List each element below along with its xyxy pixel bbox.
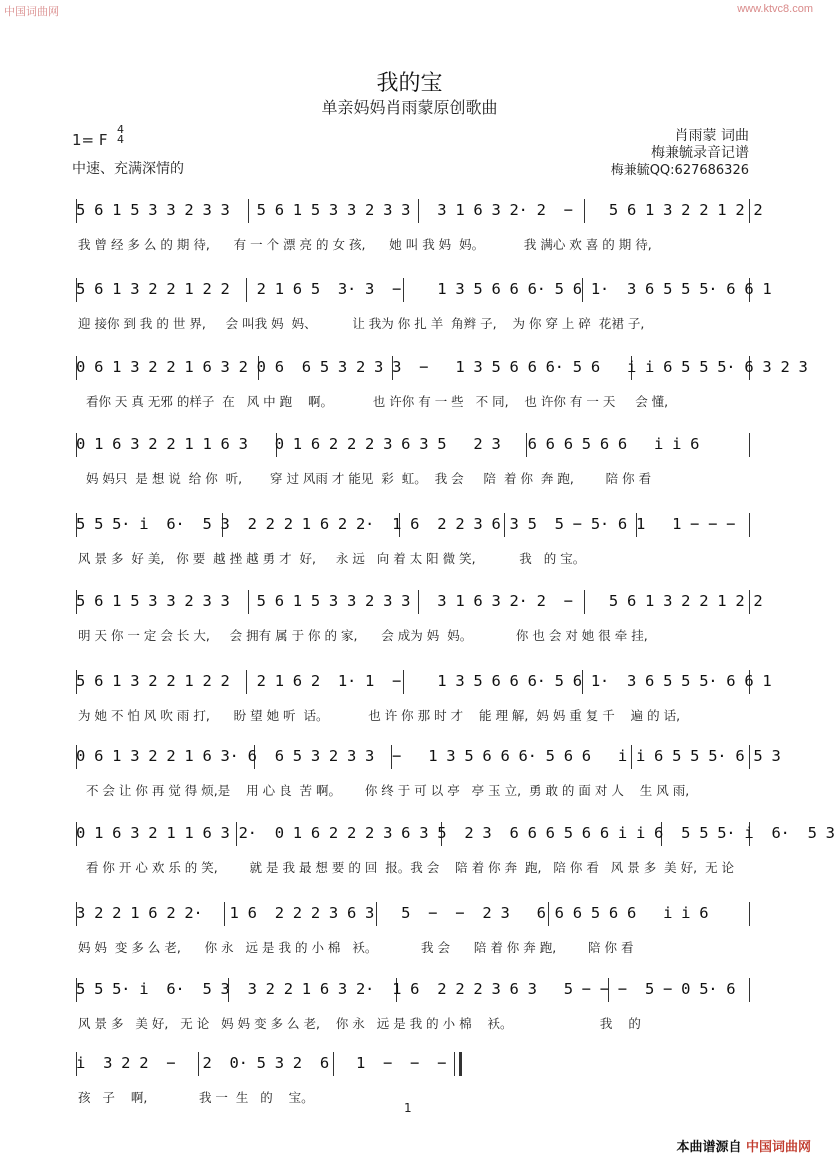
lyrics-row: 看你 天 真 无邪 的样子 在 风 中 跑 啊。 也 许你 有 一 些 不 同, 也 许你 有 一 天 会 懂, bbox=[78, 394, 669, 409]
lyrics-row: 孩 子 啊, 我 一 生 的 宝。 bbox=[78, 1090, 314, 1105]
lyrics-row: 风 景 多 美 好, 无 论 妈 妈 变 多 么 老, 你 永 远 是 我 的 小 棉 袄。 我 的 bbox=[78, 1016, 641, 1031]
key-signature bbox=[72, 123, 124, 149]
lyrics-row: 妈 妈 变 多 么 老, 你 永 远 是 我 的 小 棉 袄。 我 会 陪 着 你 奔 跑, 陪 你 看 bbox=[78, 940, 634, 955]
page-number: 1 bbox=[404, 1101, 412, 1115]
credit-score: 梅兼毓录音记谱 bbox=[651, 145, 749, 161]
time-top: 4 bbox=[117, 123, 124, 136]
credit-qq: 梅兼毓QQ:627686326 bbox=[610, 163, 749, 178]
footer-label: 本曲谱源自 bbox=[676, 1140, 742, 1155]
notation-row: 0 6 1 3 2 2 1 6 3 2 0 6 6 5 3 2 3 3 − 1 3 5 6 6 6· 5 6 i i 6 5 5 5· 6 3 2 3 bbox=[76, 358, 808, 376]
lyrics-row: 不 会 让 你 再 觉 得 烦,是 用 心 良 苦 啊。 你 终 于 可 以 亭 亭 玉 立, 勇 敢 的 面 对 人 生 风 雨, bbox=[78, 783, 690, 798]
final-barline bbox=[454, 1052, 462, 1076]
notation-row: 5 6 1 3 2 2 1 2 2 2 1 6 2 1· 1 − 1 3 5 6 6 6· 5 6 1· 3 6 5 5 5· 6 6 1 bbox=[76, 672, 772, 690]
watermark-right: www.ktvc8.com bbox=[737, 3, 813, 15]
key-label: 1= F bbox=[72, 131, 108, 149]
notation-row: 0 1 6 3 2 1 1 6 3 2· 0 1 6 2 2 2 3 6 3 5 2 3 6 6 6 5 6 6 i i 6 5 5 5· i 6· 5 3 bbox=[76, 824, 835, 842]
tempo-marking: 中速、充满深情的 bbox=[72, 161, 184, 177]
notation-row: 5 6 1 5 3 3 2 3 3 5 6 1 5 3 3 2 3 3 3 1 6 3 2· 2 − 5 6 1 3 2 2 1 2 2 bbox=[76, 592, 763, 610]
lyrics-row: 为 她 不 怕 风 吹 雨 打, 盼 望 她 听 话。 也 许 你 那 时 才 能 理 解, 妈 妈 重 复 千 遍 的 话, bbox=[78, 708, 681, 723]
time-bottom: 4 bbox=[117, 133, 124, 146]
notation-row: 3 2 2 1 6 2 2· 1 6 2 2 2 3 6 3 5 − − 2 3 6 6 6 5 6 6 i i 6 bbox=[76, 904, 709, 922]
lyrics-row: 风 景 多 好 美, 你 要 越 挫 越 勇 才 好, 永 远 向 着 太 阳 微 笑, 我 的 宝。 bbox=[78, 551, 586, 566]
notation-row: 5 6 1 5 3 3 2 3 3 5 6 1 5 3 3 2 3 3 3 1 6 3 2· 2 − 5 6 1 3 2 2 1 2 2 bbox=[76, 201, 763, 219]
notation-row: 5 5 5· i 6· 5 3 2 2 2 1 6 2 2· 1 6 2 2 3 6 3 5 5 − 5· 6 1 1 − − − bbox=[76, 515, 736, 533]
notation-row: 5 6 1 3 2 2 1 2 2 2 1 6 5 3· 3 − 1 3 5 6 6 6· 5 6 1· 3 6 5 5 5· 6 6 1 bbox=[76, 280, 772, 298]
lyrics-row: 迎 接你 到 我 的 世 界, 会 叫我 妈 妈、 让 我为 你 扎 羊 角辫 子, 为 你 穿 上 碎 花裙 子, bbox=[78, 316, 645, 331]
notation-row: 0 1 6 3 2 2 1 1 6 3 0 1 6 2 2 2 3 6 3 5 2 3 6 6 6 5 6 6 i i 6 bbox=[76, 435, 700, 453]
song-subtitle: 单亲妈妈肖雨蒙原创歌曲 bbox=[321, 98, 498, 117]
footer-source bbox=[676, 1136, 811, 1155]
watermark-left: 中国词曲网 bbox=[4, 5, 59, 18]
footer-site: 中国词曲网 bbox=[745, 1140, 811, 1155]
lyrics-row: 看 你 开 心 欢 乐 的 笑, 就 是 我 最 想 要 的 回 报。我 会 陪 着 你 奔 跑, 陪 你 看 风 景 多 美 好, 无 论 bbox=[78, 860, 735, 875]
song-title: 我的宝 bbox=[376, 71, 443, 96]
notation-row: 0 6 1 3 2 2 1 6 3· 6 6 5 3 2 3 3 − 1 3 5 6 6 6· 5 6 6 i i 6 5 5 5· 6 5 3 bbox=[76, 747, 781, 765]
credit-lyrics: 肖雨蒙 词曲 bbox=[674, 128, 749, 144]
lyrics-row: 我 曾 经 多 么 的 期 待, 有 一 个 漂 亮 的 女 孩, 她 叫 我 妈 妈。 我 满心 欢 喜 的 期 待, bbox=[78, 237, 652, 252]
lyrics-row: 明 天 你 一 定 会 长 大, 会 拥有 属 于 你 的 家, 会 成为 妈 妈。 你 也 会 对 她 很 牵 挂, bbox=[78, 628, 648, 643]
notation-row: 5 5 5· i 6· 5 3 3 2 2 1 6 3 2· 1 6 2 2 2 3 6 3 5 − − − 5 − 0 5· 6 bbox=[76, 980, 736, 998]
lyrics-row: 妈 妈只 是 想 说 给 你 听, 穿 过 风雨 才 能见 彩 虹。 我 会 陪 着 你 奔 跑, 陪 你 看 bbox=[78, 471, 652, 486]
notation-row: i 3 2 2 − 2 0· 5 3 2 6 1 − − − bbox=[76, 1054, 447, 1072]
time-signature bbox=[117, 125, 124, 145]
